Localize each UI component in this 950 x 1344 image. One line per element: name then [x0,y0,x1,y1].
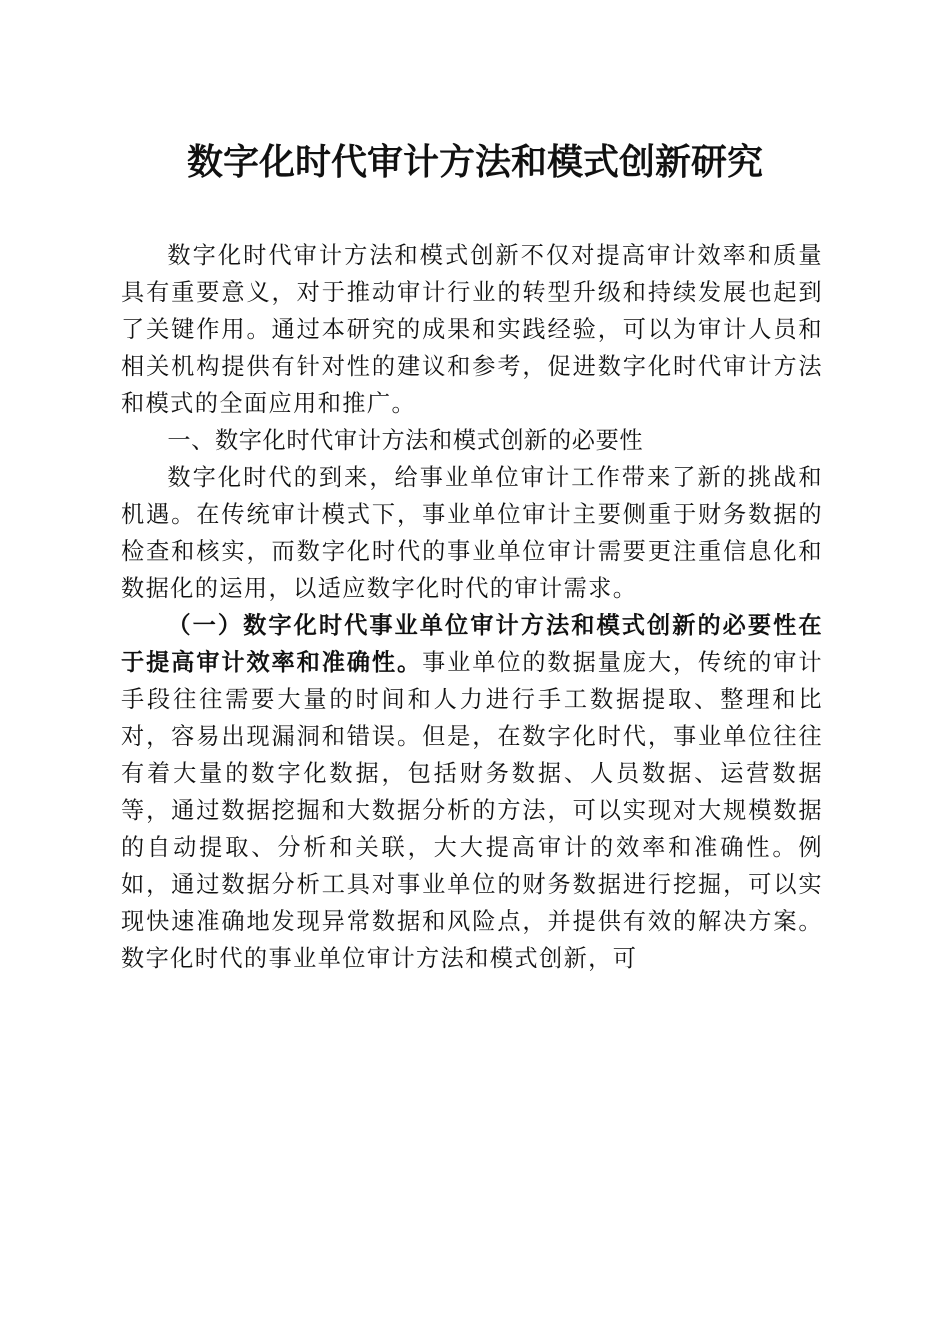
document-body [121,237,823,977]
intro-paragraph: 数字化时代审计方法和模式创新不仅对提高审计效率和质量具有重要意义，对于推动审计行业的转型升级和持续发展也起到了关键作用。通过本研究的成果和实践经验，可以为审计人员和相关机构提供有针对性的建议和参考，促进数字化时代审计方法和模式的全面应用和推广。 [121,242,823,417]
subsection-text: 事业单位的数据量庞大，传统的审计手段往往需要大量的时间和人力进行手工数据提取、整理和比对，容易出现漏洞和错误。但是，在数字化时代，事业单位往往有着大量的数字化数据，包括财务数据、人员数据、运营数据等，通过数据挖掘和大数据分析的方法，可以实现对大规模数据的自动提取、分析和关联，大大提高审计的效率和准确性。例如，通过数据分析工具对事业单位的财务数据进行挖掘，可以实现快速准确地发现异常数据和风险点，并提供有效的解决方案。数字化时代的事业单位审计方法和模式创新，可 [121,649,823,972]
page-title: 数字化时代审计方法和模式创新研究 [186,141,763,183]
subsection-lead: （一）数字化时代事业单位审计方法和模式创新的必要性在于提高审计效率和准确性。 [121,612,823,676]
subsection-paragraph [121,607,823,977]
section-paragraph: 数字化时代的到来，给事业单位审计工作带来了新的挑战和机遇。在传统审计模式下，事业单位审计主要侧重于财务数据的检查和核实，而数字化时代的事业单位审计需要更注重信息化和数据化的运用，以适应数字化时代的审计需求。 [121,464,823,602]
section-heading: 一、数字化时代审计方法和模式创新的必要性 [167,427,644,454]
